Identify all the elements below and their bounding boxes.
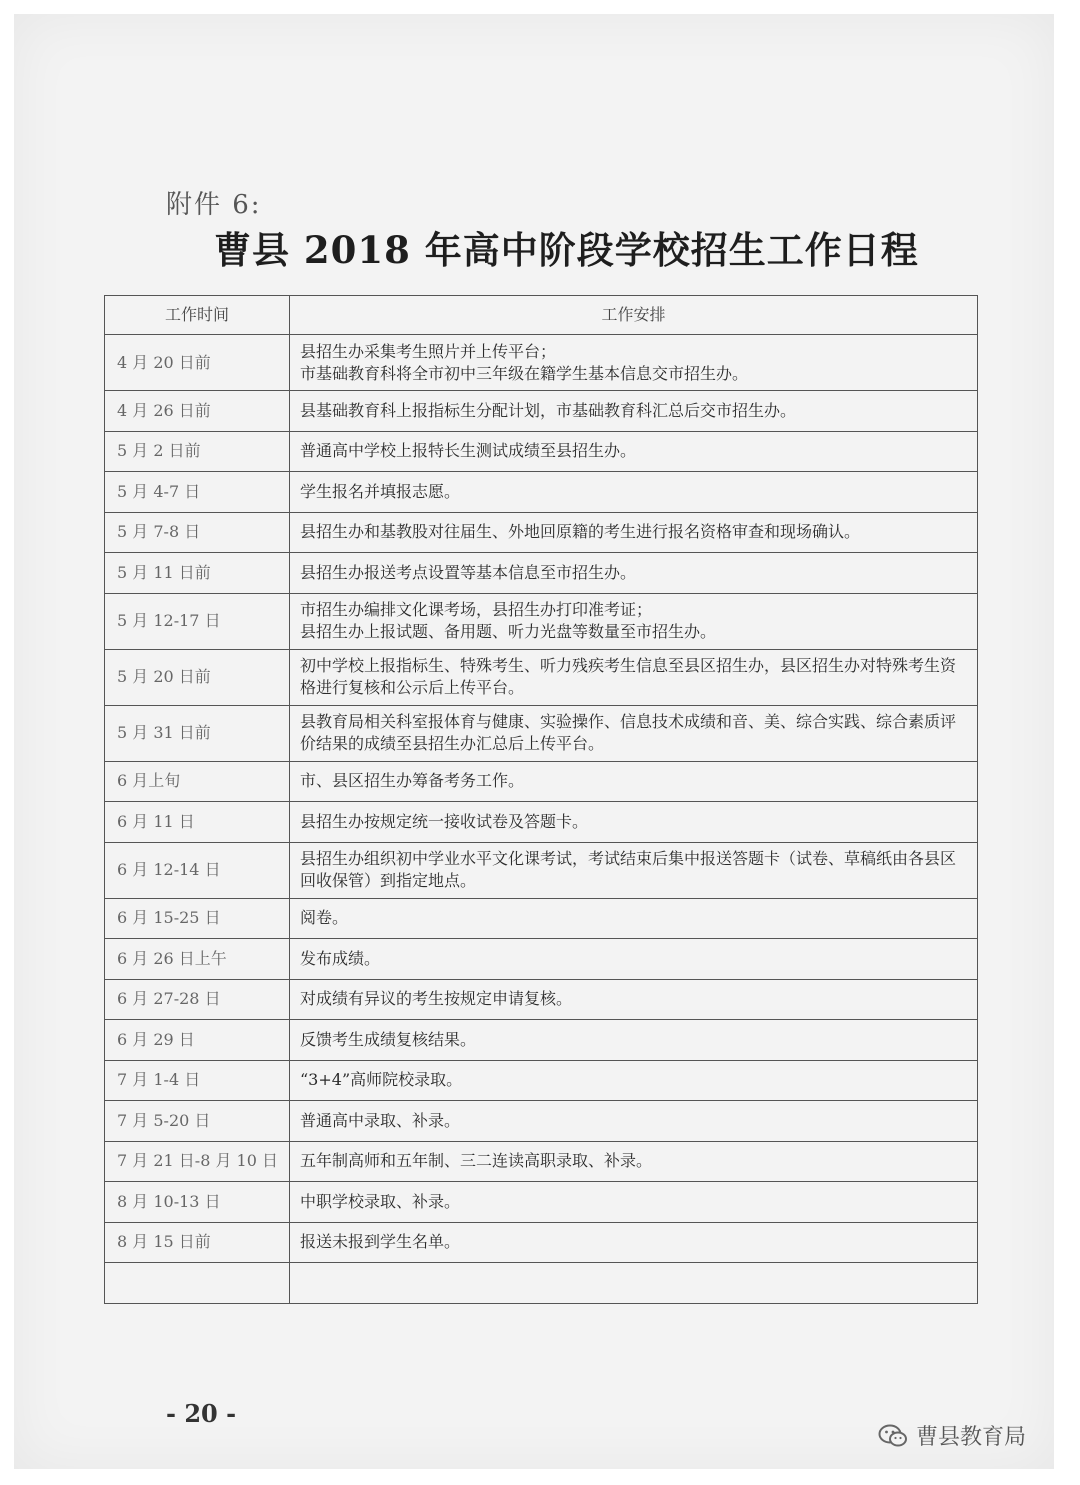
cell-task: “3+4”高师院校录取。	[290, 1060, 978, 1101]
cell-task: 普通高中录取、补录。	[290, 1101, 978, 1142]
cell-time: 4 月 26 日前	[105, 391, 290, 432]
table-row	[105, 1141, 978, 1182]
cell-task: 普通高中学校上报特长生测试成绩至县招生办。	[290, 431, 978, 472]
cell-task: 五年制高师和五年制、三二连读高职录取、补录。	[290, 1141, 978, 1182]
cell-task: 市、县区招生办筹备考务工作。	[290, 761, 978, 802]
cell-task: 阅卷。	[290, 898, 978, 939]
header-time: 工作时间	[105, 296, 290, 335]
cell-time: 8 月 15 日前	[105, 1222, 290, 1263]
cell-task: 学生报名并填报志愿。	[290, 472, 978, 513]
cell-time	[105, 1263, 290, 1304]
cell-task	[290, 1263, 978, 1304]
cell-task: 市招生办编排文化课考场，县招生办打印准考证； 县招生办上报试题、备用题、听力光盘等数量至市招生办。	[290, 593, 978, 649]
header-task: 工作安排	[290, 296, 978, 335]
table-row	[105, 1182, 978, 1223]
cell-time: 6 月 26 日上午	[105, 939, 290, 980]
table-row	[105, 512, 978, 553]
page-number: - 20 -	[166, 1399, 237, 1428]
document-title: 曹县 2018 年高中阶段学校招生工作日程	[214, 228, 919, 272]
cell-time: 5 月 31 日前	[105, 705, 290, 761]
table-row	[105, 1222, 978, 1263]
table-row	[105, 761, 978, 802]
cell-time: 6 月 11 日	[105, 802, 290, 843]
cell-task: 对成绩有异议的考生按规定申请复核。	[290, 979, 978, 1020]
schedule-table	[104, 295, 978, 1304]
table-row	[105, 391, 978, 432]
cell-task: 发布成绩。	[290, 939, 978, 980]
cell-time: 8 月 10-13 日	[105, 1182, 290, 1223]
cell-time: 7 月 5-20 日	[105, 1101, 290, 1142]
attachment-label: 附件 6:	[166, 190, 262, 220]
cell-task: 中职学校录取、补录。	[290, 1182, 978, 1223]
watermark	[878, 1420, 1026, 1451]
table-row	[105, 649, 978, 705]
table-row	[105, 593, 978, 649]
schedule-body	[105, 335, 978, 1304]
cell-time: 5 月 12-17 日	[105, 593, 290, 649]
cell-time: 6 月 27-28 日	[105, 979, 290, 1020]
table-row	[105, 431, 978, 472]
table-row	[105, 939, 978, 980]
cell-time: 5 月 4-7 日	[105, 472, 290, 513]
table-row	[105, 472, 978, 513]
wechat-icon	[878, 1423, 908, 1449]
table-row	[105, 335, 978, 391]
table-row	[105, 898, 978, 939]
cell-task: 反馈考生成绩复核结果。	[290, 1020, 978, 1061]
cell-task: 县招生办采集考生照片并上传平台； 市基础教育科将全市初中三年级在籍学生基本信息交市招生办。	[290, 335, 978, 391]
cell-task: 县基础教育科上报指标生分配计划，市基础教育科汇总后交市招生办。	[290, 391, 978, 432]
cell-time: 5 月 2 日前	[105, 431, 290, 472]
cell-task: 初中学校上报指标生、特殊考生、听力残疾考生信息至县区招生办，县区招生办对特殊考生资格进行复核和公示后上传平台。	[290, 649, 978, 705]
cell-time: 5 月 20 日前	[105, 649, 290, 705]
cell-task: 县招生办组织初中学业水平文化课考试，考试结束后集中报送答题卡（试卷、草稿纸由各县区回收保管）到指定地点。	[290, 842, 978, 898]
table-row	[105, 1101, 978, 1142]
table-row	[105, 979, 978, 1020]
table-row	[105, 842, 978, 898]
cell-task: 县教育局相关科室报体育与健康、实验操作、信息技术成绩和音、美、综合实践、综合素质评价结果的成绩至县招生办汇总后上传平台。	[290, 705, 978, 761]
cell-time: 7 月 21 日-8 月 10 日	[105, 1141, 290, 1182]
watermark-text: 曹县教育局	[916, 1425, 1027, 1450]
table-row	[105, 553, 978, 594]
cell-time: 7 月 1-4 日	[105, 1060, 290, 1101]
cell-task: 报送未报到学生名单。	[290, 1222, 978, 1263]
cell-task: 县招生办和基教股对往届生、外地回原籍的考生进行报名资格审查和现场确认。	[290, 512, 978, 553]
table-header-row	[105, 296, 978, 335]
table-row	[105, 802, 978, 843]
cell-time: 6 月 15-25 日	[105, 898, 290, 939]
cell-task: 县招生办报送考点设置等基本信息至市招生办。	[290, 553, 978, 594]
cell-time: 6 月 29 日	[105, 1020, 290, 1061]
table-row	[105, 1020, 978, 1061]
cell-time: 6 月上旬	[105, 761, 290, 802]
table-row	[105, 1263, 978, 1304]
cell-time: 4 月 20 日前	[105, 335, 290, 391]
table-row	[105, 705, 978, 761]
cell-task: 县招生办按规定统一接收试卷及答题卡。	[290, 802, 978, 843]
cell-time: 6 月 12-14 日	[105, 842, 290, 898]
cell-time: 5 月 11 日前	[105, 553, 290, 594]
table-row	[105, 1060, 978, 1101]
cell-time: 5 月 7-8 日	[105, 512, 290, 553]
